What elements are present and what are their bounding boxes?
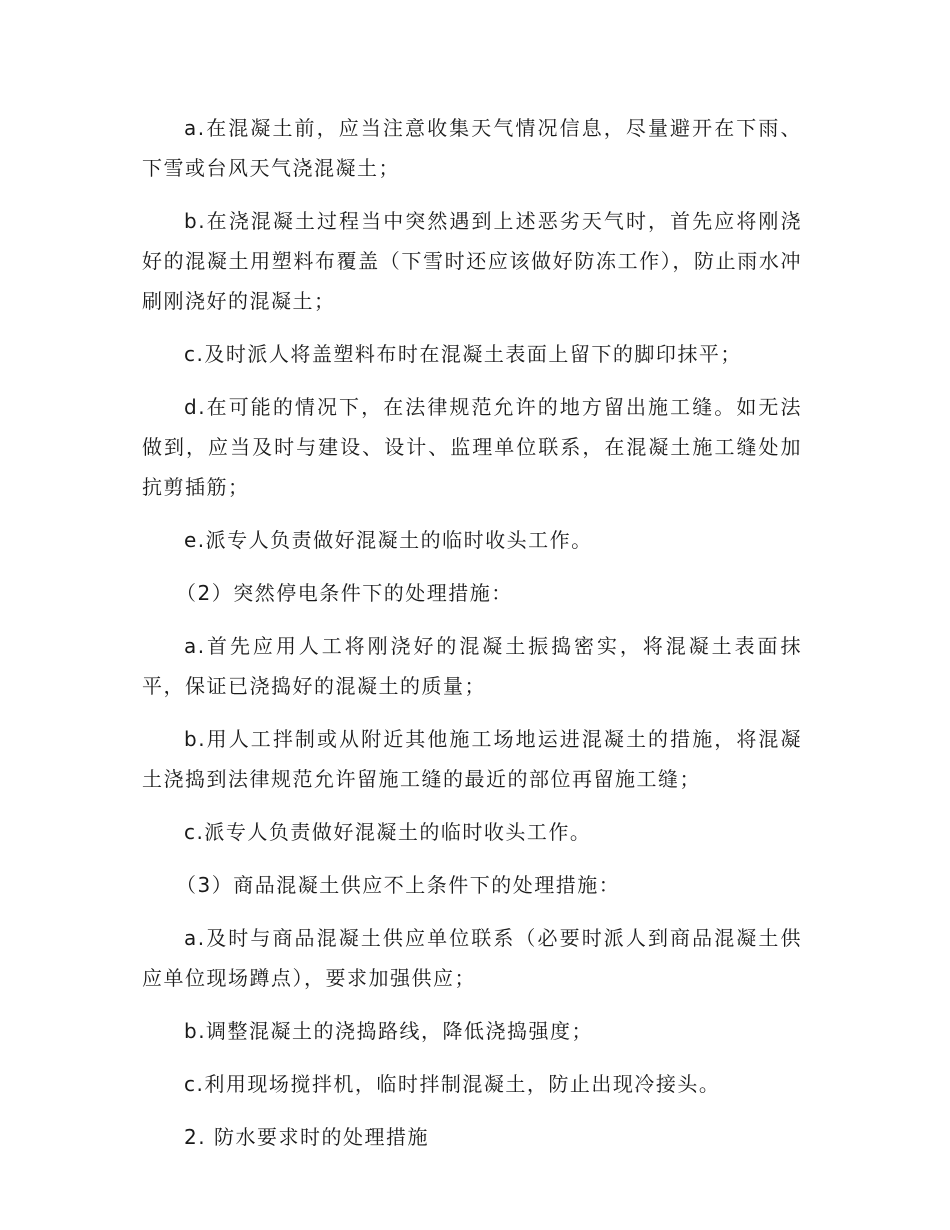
paragraph-supply-a: a.及时与商品混凝土供应单位联系（必要时派人到商品混凝土供应单位现场蹲点），要求加强供应； [142,926,802,990]
paragraph-power-a: a.首先应用人工将刚浇好的混凝土振捣密实，将混凝土表面抹平，保证已浇捣好的混凝土的质量； [142,634,802,698]
paragraph-power-c: c.派专人负责做好混凝土的临时收头工作。 [184,820,592,844]
paragraph-supply-b: b.调整混凝土的浇捣路线，降低浇捣强度； [184,1019,594,1043]
section-heading-power-outage: （2）突然停电条件下的处理措施： [176,581,513,605]
paragraph-supply-c: c.利用现场搅拌机，临时拌制混凝土，防止出现冷接头。 [184,1072,721,1096]
paragraph-rain-e: e.派专人负责做好混凝土的临时收头工作。 [184,528,593,552]
paragraph-rain-a: a.在混凝土前，应当注意收集天气情况信息，尽量避开在下雨、下雪或台风天气浇混凝土； [142,116,802,180]
paragraph-rain-b: b.在浇混凝土过程当中突然遇到上述恶劣天气时，首先应将刚浇好的混凝土用塑料布覆盖（下雪时还应该做好防冻工作），防止雨水冲刷刚浇好的混凝土； [142,209,802,313]
document-body [142,108,802,1170]
paragraph-rain-c: c.及时派人将盖塑料布时在混凝土表面上留下的脚印抹平； [184,342,742,366]
section-heading-waterproofing: 2. 防水要求时的处理措施 [184,1125,429,1149]
paragraph-rain-d: d.在可能的情况下，在法律规范允许的地方留出施工缝。如无法做到，应当及时与建设、设计、监理单位联系，在混凝土施工缝处加抗剪插筋； [142,395,802,499]
section-heading-supply-shortage: （3）商品混凝土供应不上条件下的处理措施： [176,873,621,897]
paragraph-power-b: b.用人工拌制或从附近其他施工场地运进混凝土的措施，将混凝土浇捣到法律规范允许留施工缝的最近的部位再留施工缝； [142,727,802,791]
